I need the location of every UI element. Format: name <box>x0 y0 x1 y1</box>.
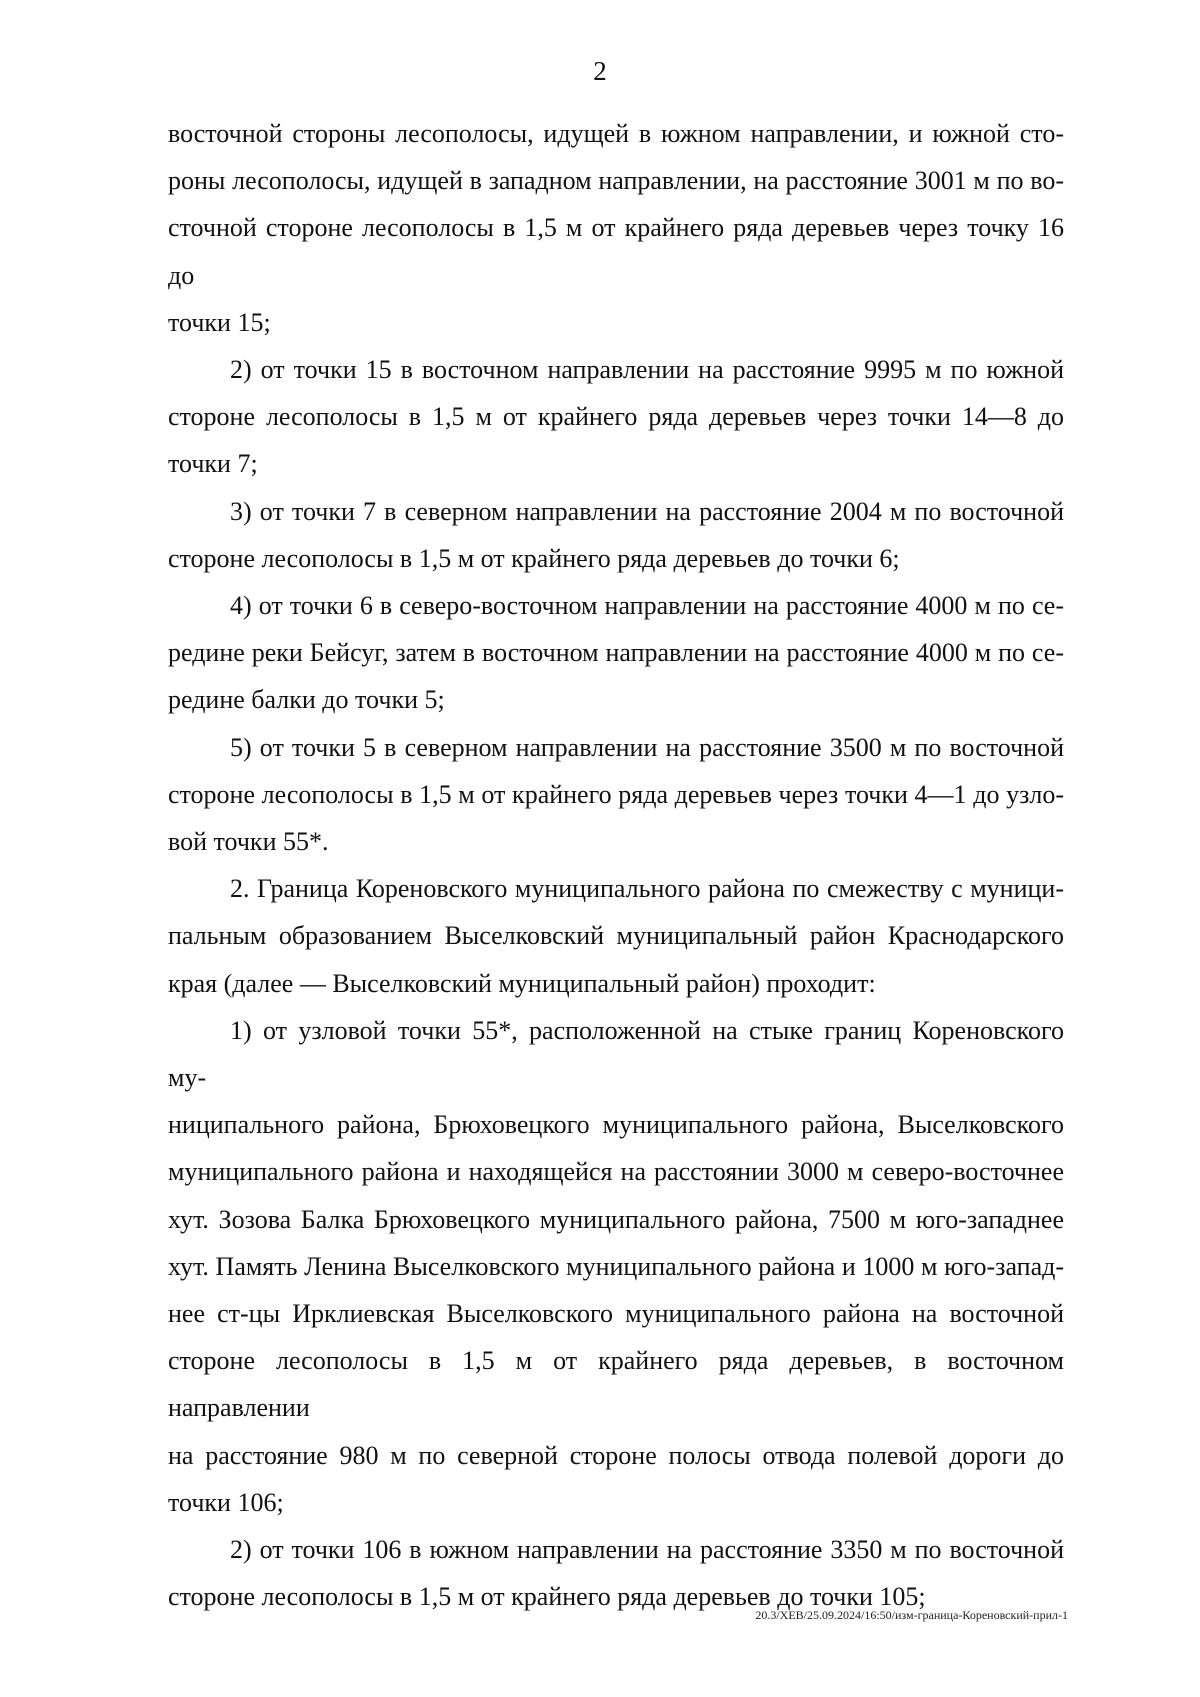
text-line: редине балки до точки 5; <box>168 685 445 715</box>
text-line: стороне лесополосы в 1,5 м от крайнего ряда деревьев через точки 4—1 до узло- <box>168 779 1064 809</box>
text-line: пальным образованием Выселковский муниципальный район Краснодарского <box>168 921 1064 951</box>
text-line: 2) от точки 106 в южном направлении на расстояние 3350 м по восточной <box>230 1535 1064 1565</box>
text-line: 2. Граница Кореновского муниципального района по смежеству с муници- <box>230 874 1064 904</box>
text-line: вой точки 55*. <box>168 827 329 857</box>
text-line: ниципального района, Брюховецкого муниципального района, Выселковского <box>168 1110 1064 1140</box>
paragraph <box>168 582 1064 724</box>
text-line: стороне лесополосы в 1,5 м от крайнего ряда деревьев через точки 14—8 до <box>168 402 1064 432</box>
text-line: восточной стороны лесополосы, идущей в южном направлении, и южной сто- <box>168 119 1064 148</box>
text-line: редине реки Бейсуг, затем в восточном направлении на расстояние 4000 м по се- <box>168 638 1064 668</box>
paragraph <box>168 346 1064 488</box>
footer-document-code: 20.3/ХЕВ/25.09.2024/16:50/изм-граница-Кореновский-прил-1 <box>755 1608 1068 1622</box>
text-line: роны лесополосы, идущей в западном направлении, на расстояние 3001 м по во- <box>168 166 1064 196</box>
text-line: 4) от точки 6 в северо-восточном направлении на расстояние 4000 м по се- <box>230 591 1064 621</box>
paragraph <box>168 865 1064 1007</box>
document-body <box>168 110 1064 1621</box>
paragraph <box>168 724 1064 866</box>
text-line: 3) от точки 7 в северном направлении на расстояние 2004 м по восточной <box>230 496 1064 526</box>
paragraph <box>168 1526 1064 1620</box>
text-line: края (далее — Выселковский муниципальный район) проходит: <box>168 968 876 998</box>
text-line: хут. Зозова Балка Брюховецкого муниципального района, 7500 м юго-западнее <box>168 1204 1064 1234</box>
text-line: муниципального района и находящейся на расстоянии 3000 м северо-восточнее <box>168 1157 1064 1187</box>
text-line: нее ст-цы Ирклиевская Выселковского муниципального района на восточной <box>168 1299 1064 1329</box>
text-line: на расстояние 980 м по северной стороне полосы отвода полевой дороги до <box>168 1440 1064 1470</box>
text-line: стороне лесополосы в 1,5 м от крайнего ряда деревьев, в восточном направлении <box>168 1346 1064 1423</box>
paragraph <box>168 1007 1064 1526</box>
text-line: 1) от узловой точки 55*, расположенной на стыке границ Кореновского му- <box>168 1015 1064 1093</box>
text-line: сточной стороне лесополосы в 1,5 м от крайнего ряда деревьев через точку 16 до <box>168 213 1064 290</box>
text-line: точки 15; <box>168 307 271 337</box>
text-line: стороне лесополосы в 1,5 м от крайнего ряда деревьев до точки 105; <box>168 1582 926 1612</box>
paragraph <box>168 488 1064 582</box>
page-number: 2 <box>593 56 607 86</box>
text-line: точки 7; <box>168 449 258 479</box>
text-line: хут. Память Ленина Выселковского муниципального района и 1000 м юго-запад- <box>168 1251 1064 1281</box>
text-line: 2) от точки 15 в восточном направлении на расстояние 9995 м по южной <box>230 355 1064 385</box>
paragraph <box>168 110 1064 346</box>
text-line: стороне лесополосы в 1,5 м от крайнего ряда деревьев до точки 6; <box>168 543 900 573</box>
text-line: точки 106; <box>168 1487 284 1517</box>
text-line: 5) от точки 5 в северном направлении на расстояние 3500 м по восточной <box>230 732 1064 762</box>
